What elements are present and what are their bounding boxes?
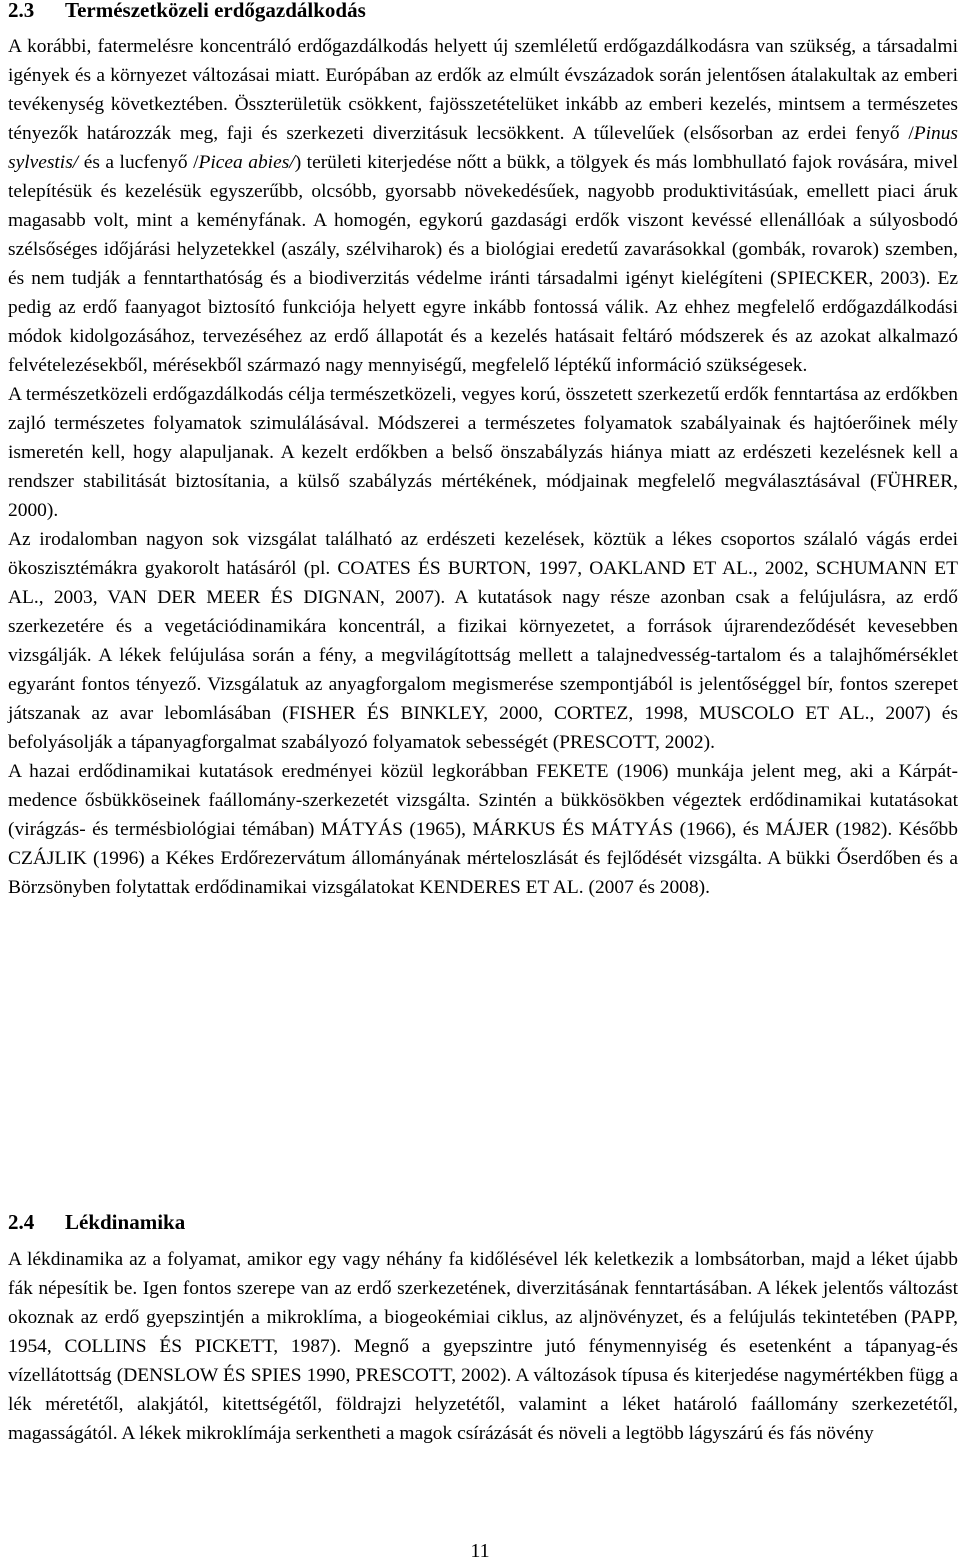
paragraph-5: A lékdinamika az a folyamat, amikor egy vagy néhány fa kidőlésével lék keletkezik a lombsátorban, majd a léket újabb fák népesítik be. Igen fontos szerepe van az erdő szerkezetének, diverzitásának fenntartásában. A lékek jelentős változást okoznak az erdő gyepszintjén a mikroklíma, a biogeokémiai ciklus, az aljnövényzet, és a felújulás tekintetében (PAPP, 1954, COLLINS ÉS PICKETT, 1987). Megnő a gyepszintre jutó fénymennyiség és esetenként a tápanyag-és vízellátottság (DENSLOW ÉS SPIES 1990, PRESCOTT, 2002). A változások típusa és kiterjedése nagymértékben függ a lék méretétől, alakjától, kitettségétől, földrajzi helyzetétől, valamint a léket határoló faállomány szerkezetétől, magasságától. A lékek mikroklímája serkentheti a magok csírázását és növeli a legtöbb lágyszárú és fás növény bbox=[8, 1249, 958, 1444]
page-number: 11 bbox=[470, 1540, 490, 1562]
section-title: Lékdinamika bbox=[65, 1210, 186, 1234]
paragraph-1-text-a: A korábbi, fatermelésre koncentráló erdőgazdálkodás helyett új szemléletű erdőgazdálkodásra van szükség, a társadalmi igények és a környezet változásai miatt. Európában az erdők az elmúlt évszázadok során jelentősen átalakultak az emberi tevékenység következtében. Összterületük csökkent, fajösszetételüket inkább az emberi kezelés, mintsem a természetes tényezők határozzák meg, faji és szerkezeti diverzitásuk lecsökkent. A tűlevelűek (elsősorban az erdei fenyő / bbox=[8, 36, 958, 144]
paragraph-1 bbox=[8, 32, 958, 380]
paragraph-1-text-b: és a lucfenyő / bbox=[78, 152, 199, 173]
paragraph-4: A hazai erdődinamikai kutatások eredményei közül legkorábban FEKETE (1906) munkája jelent meg, aki a Kárpát-medence ősbükköseinek faállomány-szerkezetét vizsgálta. Szintén a bükkösökben végeztek erdődinamikai kutatásokat (virágzás- és termésbiológiai témában) MÁTYÁS (1965), MÁRKUS ÉS MÁTYÁS (1966), és MÁJER (1982). Később CZÁJLIK (1996) a Kékes Erdőrezervátum állományának mérteloszlását és fejlődését vizsgálta. A bükki Őserdőben és a Börzsönyben folytattak erdődinamikai vizsgálatokat KENDERES ET AL. (2007 és 2008). bbox=[8, 761, 958, 898]
paragraph-3: Az irodalomban nagyon sok vizsgálat található az erdészeti kezelések, köztük a lékes csoportos szálaló vágás erdei ökoszisztémákra gyakorolt hatásáról (pl. COATES ÉS BURTON, 1997, OAKLAND ET AL., 2002, SCHUMANN ET AL., 2003, VAN DER MEER ÉS DIGNAN, 2007). A kutatások nagy része azonban csak a felújulásra, az erdő szerkezetére és a vegetációdinamikára koncentrál, a fizikai környezetet, a források újrarendeződését kevesebben vizsgálják. A lékek felújulása során a fény, a megvilágítottság mellett a talajnedvesség-tartalom és a talajhőmérséklet egyaránt fontos tényező. Vizsgálatuk az anyagforgalom megismerése szempontjából is jelentőséggel bír, fontos szerepet játszanak az avar lebomlásában (FISHER ÉS BINKLEY, 2000, CORTEZ, 1998, MUSCOLO ET AL., 2007) és befolyásolják a tápanyagforgalmat szabályozó folyamatok sebességét (PRESCOTT, 2002). bbox=[8, 529, 958, 753]
section-body-2-4 bbox=[8, 1245, 958, 1448]
section-number: 2.3 bbox=[8, 0, 35, 22]
section-title: Természetközeli erdőgazdálkodás bbox=[65, 0, 366, 22]
section-number: 2.4 bbox=[8, 1210, 35, 1234]
species-picea-abies: Picea abies/ bbox=[198, 152, 295, 173]
section-body-2-3 bbox=[8, 32, 958, 902]
paragraph-2: A természetközeli erdőgazdálkodás célja természetközeli, vegyes korú, összetett szerkezetű erdők fenntartása az erdőkben zajló természetes folyamatok szimulálásával. Módszerei a természetes folyamatok szabályainak és hajtóerőinek mély ismeretén kell, hogy alapuljanak. A kezelt erdőkben a belső önszabályzás hiánya miatt az erdészeti kezelésnek kell a rendszer stabilitását biztosítania, a külső szabályzás mértékének, módjainak megfelelő megválasztásával (FÜHRER, 2000). bbox=[8, 384, 958, 521]
paragraph-1-text-c: ) területi kiterjedése nőtt a bükk, a tölgyek és más lombhullató fajok rovására, mivel telepítésük és kezelésük egyszerűbb, olcsóbb, gyorsabb növekedésűek, nagyobb produktivitásúak, emellett piaci áruk magasabb volt, mint a keményfának. A homogén, egykorú gazdasági erdők viszont kevéssé ellenállóak a súlyosbodó szélsőséges időjárási helyzetekkel (aszály, szélviharok) és a biológiai eredetű zavarásokkal (gombák, rovarok) szemben, és nem tudják a fenntarthatóság és a biodiverzitás védelme iránti társadalmi igényt kielégíteni (SPIECKER, 2003). Ez pedig az erdő faanyagot biztosító funkciója helyett egyre inkább fontossá válik. Az ehhez megfelelő erdőgazdálkodási módok kidolgozásához, tervezéséhez az erdő állapotát és a kezelés hatásait feltáró módszerek és az azokat alkalmazó felvételezésekből, mérésekből származó nagy mennyiségű, megfelelő léptékű információ szükségesek. bbox=[8, 152, 958, 376]
species-pinus-sylvestris: Pinus sylvestis/ bbox=[8, 123, 958, 173]
section-heading-2-4 bbox=[8, 1208, 185, 1237]
section-heading-2-3 bbox=[8, 0, 366, 25]
